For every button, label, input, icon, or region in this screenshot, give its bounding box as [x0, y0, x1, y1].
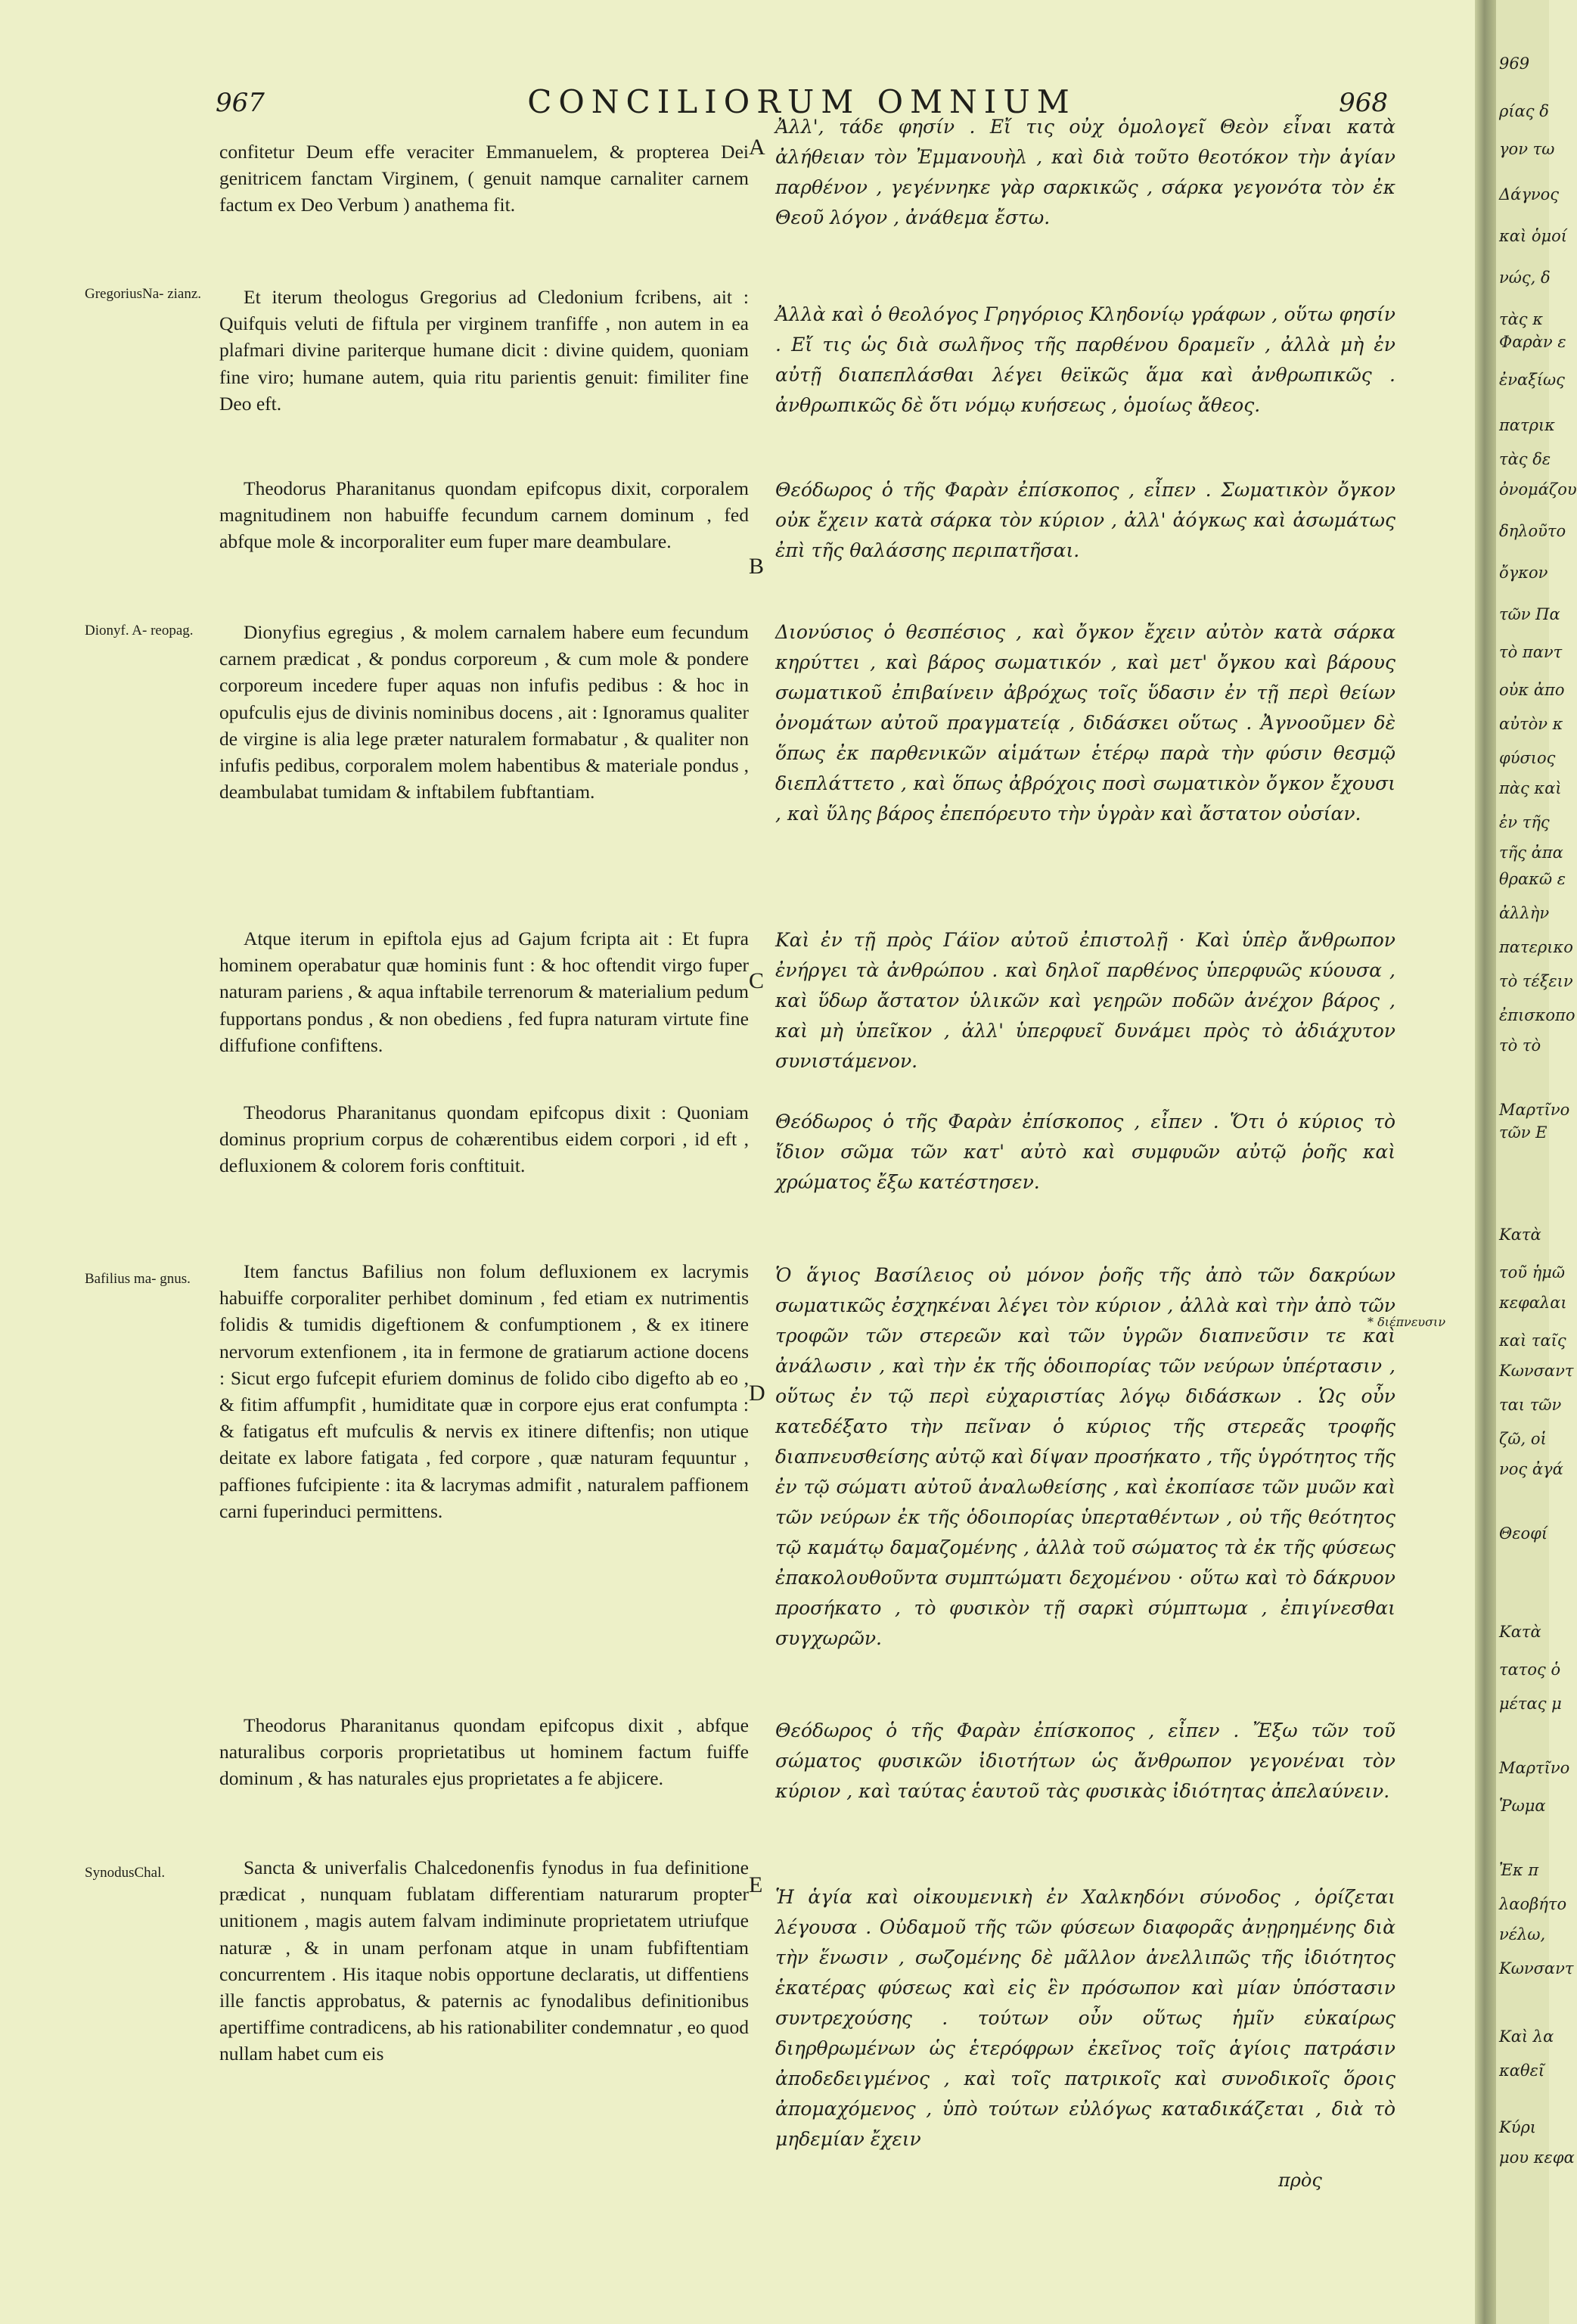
adjacent-page-line: γον τω [1499, 140, 1555, 158]
adjacent-page-line: αὐτὸν κ [1499, 715, 1563, 733]
adjacent-page-line: τῶν Ε [1499, 1123, 1548, 1142]
greek-margin-note: * διέπνευσιν [1367, 1315, 1446, 1329]
adjacent-page-line: Κωνσαντ [1499, 1362, 1574, 1380]
adjacent-page-line: ἀλλὴν [1499, 904, 1550, 922]
adjacent-page-line: πὰς καὶ [1499, 779, 1562, 797]
greek-paragraph-6: Θεόδωρος ὁ τῆς Φαρὰν ἐπίσκοπος , εἶπεν . Ὅτι ὁ κύριος τὸ ἴδιον σῶμα τῶν κατ' αὐτὸ καὶ συμφυῶν αὐτῷ ῥοῆς καὶ χρώματος ἔξω κατέστησεν. [775, 1111, 1395, 1193]
greek-paragraph-7: Ὁ ἅγιος Βασίλειος οὐ μόνον ῥοῆς τῆς ἀπὸ τῶν δακρύων σωματικῶς ἐσχηκέναι λέγει τὸν κύριον , ἀλλὰ καὶ τὴν ἀπὸ τῶν τροφῶν τῶν στερεῶν καὶ τῶν ὑγρῶν διαπνεῦσιν τε καὶ ἀνάλωσιν , καὶ τὴν ἐκ τῆς ὁδοιπορίας τῶν νεύρων ὑπέρτασιν , οὕτως ἐν τῷ περὶ εὐχαριστίας λόγῳ διδάσκων . Ὡς οὖν κατεδέξατο τὴν πεῖναν ὁ κύριος τῆς στερεᾶς τροφῆς διαπνευσθείσης αὐτῷ καὶ δίψαν προσήκατο , τῆς ὑγρότητος τῆς ἐν τῷ σώματι αὐτοῦ ἀναλωθείσης , καὶ ἐκοπίασε τῶν μυῶν καὶ τῶν νεύρων ἐκ τῆς ὁδοιπορίας ὑπερταθέντων , οὐ τῆς θεότητος τῷ καμάτῳ δαμαζομένης , ἀλλὰ τοῦ σώματος τὰ ἐκ τῆς φύσεως ἐπακολουθοῦντα συμπτώματι δεχομένου · οὕτω καὶ τὸ δάκρυον προσήκατο , τὸ φυσικὸν τῇ σαρκὶ σύμπτωμα , ἐπιγίνεσθαι συγχωρῶν. [775, 1264, 1395, 1649]
adjacent-page-line: καὶ ταῖς [1499, 1331, 1566, 1350]
adjacent-page-line: Θεοφί [1499, 1524, 1548, 1543]
greek-paragraph-1: Ἀλλ', τάδε φησίν . Εἴ τις οὐχ ὁμολογεῖ Θεὸν εἶναι κατὰ ἀλήθειαν τὸν Ἐμμανουὴλ , καὶ διὰ τοῦτο θεοτόκον τὴν ἁγίαν παρθένον , γεγέννηκε γὰρ σαρκικῶς , σάρκα γεγονότα τὸν ἐκ Θεοῦ λόγον , ἀνάθεμα ἔστω. [775, 116, 1395, 228]
adjacent-page-line: καὶ ὁμοί [1499, 227, 1568, 245]
adjacent-page-line: μέτας μ [1499, 1695, 1562, 1713]
greek-paragraph-2: Ἀλλὰ καὶ ὁ θεολόγος Γρηγόριος Κληδονίῳ γράφων , οὕτω φησίν . Εἴ τις ὡς διὰ σωλῆνος τῆς παρθένου δραμεῖν , ἀλλὰ μὴ ἐν αὐτῇ διαπεπλάσθαι λέγει θεϊκῶς ἅμα καὶ ἀνθρωπικῶς . ἀνθρωπικῶς δὲ ὅτι νόμῳ κυήσεως , ὁμοίως ἄθεος. [775, 303, 1395, 416]
section-letter-d: D [749, 1381, 765, 1406]
latin-paragraph-5: Atque iterum in epiftola ejus ad Gajum fcripta ait : Et fupra hominem operabatur quæ hominis funt : & hoc oftendit virgo fuper naturam pariens , & aqua inftabile terrenorum & materialium pedum fupportans pondus , & non obediens , fed fupra naturam virtute fine diffufione confiftens. [219, 927, 749, 1056]
adjacent-page-line: τὰς δε [1499, 450, 1551, 468]
latin-paragraph-3: Theodorus Pharanitanus quondam epifcopus dixit, corporalem magnitudinem non habuiffe fecundum carnem dominum , fed abfque mole & incorporaliter eum fuper mare deambulare. [219, 477, 749, 553]
adjacent-page-line: νος ἀγά [1499, 1460, 1563, 1478]
adjacent-page-line: τὸ παντ [1499, 643, 1563, 661]
adjacent-page-line: τὸ τέξειν [1499, 972, 1573, 990]
left-page-number: 967 [216, 88, 265, 118]
greek-paragraph-8: Θεόδωρος ὁ τῆς Φαρὰν ἐπίσκοπος , εἶπεν . Ἔξω τῶν τοῦ σώματος φυσικῶν ἰδιοτήτων ὡς ἄνθρωπον γεγονέναι τὸν κύριον , καὶ ταύτας ἑαυτοῦ τὰς φυσικὰς ἰδιότητας ἀπελαύνειν. [775, 1720, 1395, 1802]
adjacent-page-line: Κύρι [1499, 2118, 1537, 2136]
right-page-number: 968 [1339, 88, 1388, 118]
adjacent-page-line: καθεῖ [1499, 2061, 1545, 2080]
adjacent-page-line: τὸ τὸ [1499, 1036, 1541, 1055]
latin-paragraph-4: Dionyfius egregius , & molem carnalem habere eum fecundum carnem prædicat , & pondus corporeum , & cum mole & pondere corporeum incedere fuper aquas non infufis pedibus : & hoc in opufculis ejus de divinis nominibus docens , ait : Ignoramus qualiter de virgine is alia lege præter naturalem formabatur , & qualiter non infufis pedibus, corporalem molem habentibus & materiale pondus , deambulabat tumidam & inftabilem fubftantiam. [219, 621, 749, 803]
greek-paragraph-4: Διονύσιος ὁ θεσπέσιος , καὶ ὄγκον ἔχειν αὐτὸν κατὰ σάρκα κηρύττει , καὶ βάρος σωματικόν , καὶ μετ' ὄγκου καὶ βάρους σωματικοῦ ἐπιβαίνειν ἀβρόχως τοῖς ὕδασιν ἐν τῇ περὶ θείων ὀνομάτων αὐτοῦ πραγματείᾳ , διδάσκει οὕτως . Ἀγνοοῦμεν δὲ ὅπως ἐκ παρθενικῶν αἱμάτων ἑτέρῳ παρὰ τὴν φύσιν θεσμῷ διεπλάττετο , καὶ ὅπως ἀβρόχοις ποσὶ σωματικὸν ὄγκον ἔχουσι , καὶ ὕλης βάρος ἐπεπόρευτο τὴν ὑγρὰν καὶ ἄστατον οὐσίαν. [775, 621, 1395, 825]
greek-paragraph-3: Θεόδωρος ὁ τῆς Φαρὰν ἐπίσκοπος , εἶπεν . Σωματικὸν ὄγκον οὐκ ἔχειν κατὰ σάρκα τὸν κύριον , ἀλλ' ἀόγκως καὶ ἀσωμάτως ἐπὶ τῆς θαλάσσης περιπατῆσαι. [775, 479, 1395, 561]
adjacent-page-line: 969 [1499, 54, 1530, 73]
greek-paragraph-9: Ἡ ἁγία καὶ οἰκουμενικὴ ἐν Χαλκηδόνι σύνοδος , ὁρίζεται λέγουσα . Οὐδαμοῦ τῆς τῶν φύσεων διαφορᾶς ἀνῃρημένης διὰ τὴν ἕνωσιν , σωζομένης δὲ μᾶλλον ἀνελλιπῶς τῆς ἰδιότητος ἑκατέρας φύσεως καὶ εἰς ἓν πρόσωπον καὶ μίαν ὑπόστασιν συντρεχούσης . τούτων οὖν οὕτως ἡμῖν εὐκαίρως διηρθρωμένων ὡς ἑτερόφρων ἐκεῖνος τοῖς ἁγίοις πατράσιν ἀποδεδειγμένος , καὶ τοῖς πατρικοῖς καὶ συνοδικοῖς ὅροις ἀπομαχόμενος , ὑπὸ τούτων εὐλόγως καταδικάζεται , διὰ τὸ μηδεμίαν ἔχειν [775, 1886, 1395, 2150]
running-title: CONCILIORUM OMNIUM [527, 83, 1076, 120]
adjacent-page-line: ρίας δ [1499, 102, 1549, 120]
book-gutter [1475, 0, 1496, 2324]
adjacent-page-line: κεφαλαι [1499, 1294, 1567, 1312]
section-letter-e: E [749, 1872, 763, 1897]
adjacent-page-line: Ῥωμα [1499, 1797, 1546, 1815]
latin-paragraph-7: Item fanctus Bafilius non folum defluxionem ex lacrymis habuiffe corporaliter perhibet dominum , fed etiam ex nutrimentis folidis & tumidis digeftionem & confumptionem , & ex itinere nervorum extenfionem , ita in fermone de gratiarum actione docens : Sicut ergo fufcepit efuriem dominus de folido cibo digefto ab eo , & fitim affumpfit , humiditate quæ in corpore ejus erat confumpta : & fatigatus eft mufculis & nervis ex itinere diftenfis; non utique deitate ex labore fatigata , fed corpore , quæ naturam fequuntur , paffiones fufcipiente : ita & lacrymas admifit , naturalem paffionem carni fuperinduci permittens. [219, 1260, 749, 1522]
adjacent-page-line: δηλοῦτο [1499, 522, 1566, 540]
latin-paragraph-6: Theodorus Pharanitanus quondam epifcopus dixit : Quoniam dominus proprium corpus de cohærentibus eidem corpori , id eft , defluxionem & colorem foris conftituit. [219, 1101, 749, 1177]
latin-paragraph-8: Theodorus Pharanitanus quondam epifcopus dixit , abfque naturalibus corporis proprietatibus ut hominem factum fuiffe dominum , & has naturales ejus proprietates a fe abjicere. [219, 1714, 749, 1790]
adjacent-page-line: μου κεφα [1499, 2148, 1575, 2167]
margin-note-gregorius: GregoriusNa- zianz. [85, 286, 202, 302]
adjacent-page-line: νώς, δ [1499, 269, 1551, 287]
adjacent-page-strip [1496, 0, 1577, 2324]
adjacent-page-line: ἐν τῆς [1499, 813, 1550, 831]
adjacent-page-line: πατρικ [1499, 416, 1555, 434]
adjacent-page-line: τοῦ ἡμῶ [1499, 1263, 1566, 1282]
adjacent-page-line: πατερικο [1499, 938, 1573, 956]
adjacent-page-line: Κατὰ [1499, 1623, 1541, 1641]
adjacent-page-line: Μαρτῖνο [1499, 1759, 1570, 1777]
adjacent-page-line: Κωνσαντ [1499, 1959, 1574, 1978]
adjacent-page-line: ἐπισκοπο [1499, 1006, 1575, 1024]
section-letter-b: B [749, 554, 765, 579]
adjacent-page-line: νέλω, [1499, 1925, 1546, 1943]
adjacent-page-line: Ἐκ π [1499, 1861, 1539, 1879]
adjacent-page-line: θρακῶ ε [1499, 870, 1566, 888]
section-letter-a: A [749, 135, 765, 160]
adjacent-page-line: ὀνομάζου [1499, 480, 1577, 499]
adjacent-page-line: ζῶ, οἱ [1499, 1430, 1547, 1448]
adjacent-page-line: τατος ὁ [1499, 1661, 1561, 1679]
adjacent-page-line: τῶν Πα [1499, 605, 1560, 623]
margin-note-dionysius: Dionyf. A- reopag. [85, 623, 194, 638]
greek-paragraph-5: Καὶ ἐν τῇ πρὸς Γάϊον αὐτοῦ ἐπιστολῇ · Καὶ ὑπὲρ ἄνθρωπον ἐνήργει τὰ ἀνθρώπου . καὶ δηλοῖ παρθένος ὑπερφυῶς κύουσα , καὶ ὕδωρ ἄστατον ὑλικῶν καὶ γεηρῶν ποδῶν ἀνέχον βάρος , καὶ μὴ ὑπεῖκον , ἀλλ' ὑπερφυεῖ δυνάμει πρὸς τὸ ἀδιάχυτον συνιστάμενον. [775, 929, 1395, 1072]
latin-paragraph-2: Et iterum theologus Gregorius ad Cledonium fcribens, ait : Quifquis veluti de fiftula per virginem tranfiffe , non autem in ea plafmari divine pariterque humane dicit : divine quidem, quoniam fine viro; humane autem, quia ritu parientis genuit: fimiliter fine Deo eft. [219, 286, 749, 415]
adjacent-page-line: Κατὰ [1499, 1226, 1541, 1244]
adjacent-page-line: τῆς ἀπα [1499, 844, 1563, 862]
adjacent-page-line: ται τῶν [1499, 1396, 1562, 1414]
adjacent-page-line: ἐναξίως [1499, 371, 1565, 389]
adjacent-page-line: Δάγνος [1499, 185, 1560, 204]
catchword: πρὸς [1278, 2170, 1322, 2191]
latin-paragraph-9: Sancta & univerfalis Chalcedonenfis fynodus in fua definitione prædicat , nunquam fublatam differentiam naturarum propter unitionem , magis autem falvam indiminute proprietatem utriufque naturæ , & in unam perfonam atque in unam fubfiftentiam concurrentem . His itaque nobis opportune declaratis, ut diffentiens ille fanctis approbatus, & paternis ac fynodalibus definitionibus apertiffime contradicens, ab his rationabiliter condemnatur , eo quod nullam habet cum eis [219, 1856, 749, 2065]
adjacent-page-line: οὐκ ἀπο [1499, 681, 1565, 699]
adjacent-page-line: Φαρὰν ε [1499, 333, 1566, 351]
section-letter-c: C [749, 968, 765, 993]
margin-note-basilius: Bafilius ma- gnus. [85, 1271, 191, 1287]
adjacent-page-line: τὰς κ [1499, 310, 1544, 328]
adjacent-page-line: ὄγκον [1499, 564, 1548, 582]
latin-paragraph-1: confitetur Deum effe veraciter Emmanuelem, & propterea Dei genitricem fanctam Virginem, ( genuit namque carnaliter carnem factum ex Deo Verbum ) anathema fit. [219, 141, 749, 216]
adjacent-page-line: λαοβήτο [1499, 1895, 1567, 1913]
margin-note-synodus: SynodusChal. [85, 1865, 166, 1881]
adjacent-page-line: Καὶ λα [1499, 2027, 1554, 2046]
adjacent-page-line: φύσιος [1499, 749, 1556, 767]
adjacent-page-line: Μαρτῖνο [1499, 1101, 1570, 1119]
